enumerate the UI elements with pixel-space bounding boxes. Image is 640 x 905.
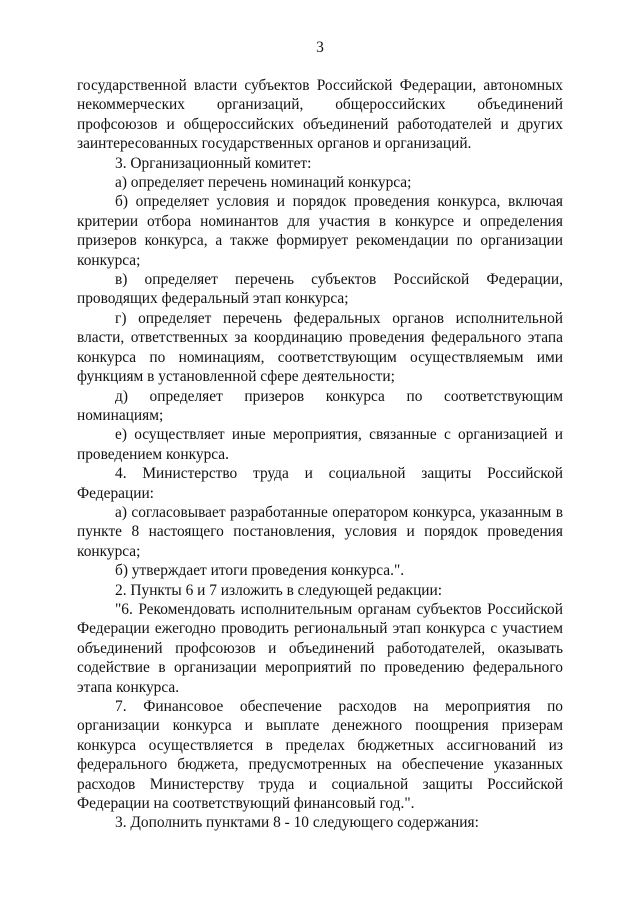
paragraph-10: а) согласовывает разработанные оператором конкурса, указанным в пункте 8 настоящего постановления, условия и порядок проведения конкурса; xyxy=(77,503,563,560)
paragraph-12: 2. Пункты 6 и 7 изложить в следующей редакции: xyxy=(115,581,443,599)
paragraph-7: д) определяет призеров конкурса по соответствующим номинациям; xyxy=(77,387,563,424)
paragraph-3: а) определяет перечень номинаций конкурса; xyxy=(115,174,412,192)
paragraph-15: 3. Дополнить пунктами 8 - 10 следующего содержания: xyxy=(115,814,479,832)
paragraph-2: 3. Организационный комитет: xyxy=(115,154,312,172)
paragraph-9: 4. Министерство труда и социальной защиты Российской Федерации: xyxy=(77,465,563,502)
paragraph-13: "6. Рекомендовать исполнительным органам субъектов Российской Федерации ежегодно проводить региональный этап конкурса с участием объединений профсоюзов и объединений работодателей, оказывать содействие в организации мероприятий по проведению федерального этапа конкурса. xyxy=(77,600,563,696)
paragraph-1: государственной власти субъектов Российской Федерации, автономных некоммерческих организаций, общероссийских объединений профсоюзов и общероссийских объединений работодателей и других заинтересованных государственных органов и организаций. xyxy=(77,77,563,153)
paragraph-11: б) утверждает итоги проведения конкурса.". xyxy=(115,562,405,580)
paragraph-6: г) определяет перечень федеральных органов исполнительной власти, ответственных за координацию проведения федерального этапа конкурса по номинациям, соответствующим осуществляемым ими функциям в установленной сфере деятельности; xyxy=(77,309,563,386)
paragraph-14: 7. Финансовое обеспечение расходов на мероприятия по организации конкурса и выплате денежного поощрения призерам конкурса осуществляется в пределах бюджетных ассигнований из федерального бюджета, предусмотренных на обеспечение указанных расходов Министерству труда и социальной защиты Российской Федерации на соответствующий финансовый год.". xyxy=(77,698,563,813)
paragraph-4: б) определяет условия и порядок проведения конкурса, включая критерии отбора номинантов для участия в конкурсе и определения призеров конкурса, а также формирует рекомендации по организации конкурса; xyxy=(77,193,563,269)
page-number: 3 xyxy=(316,39,324,56)
document-body xyxy=(77,76,563,833)
paragraph-5: в) определяет перечень субъектов Российской Федерации, проводящих федеральный этап конкурса; xyxy=(77,271,563,308)
paragraph-8: е) осуществляет иные мероприятия, связанные с организацией и проведением конкурса. xyxy=(77,426,563,463)
